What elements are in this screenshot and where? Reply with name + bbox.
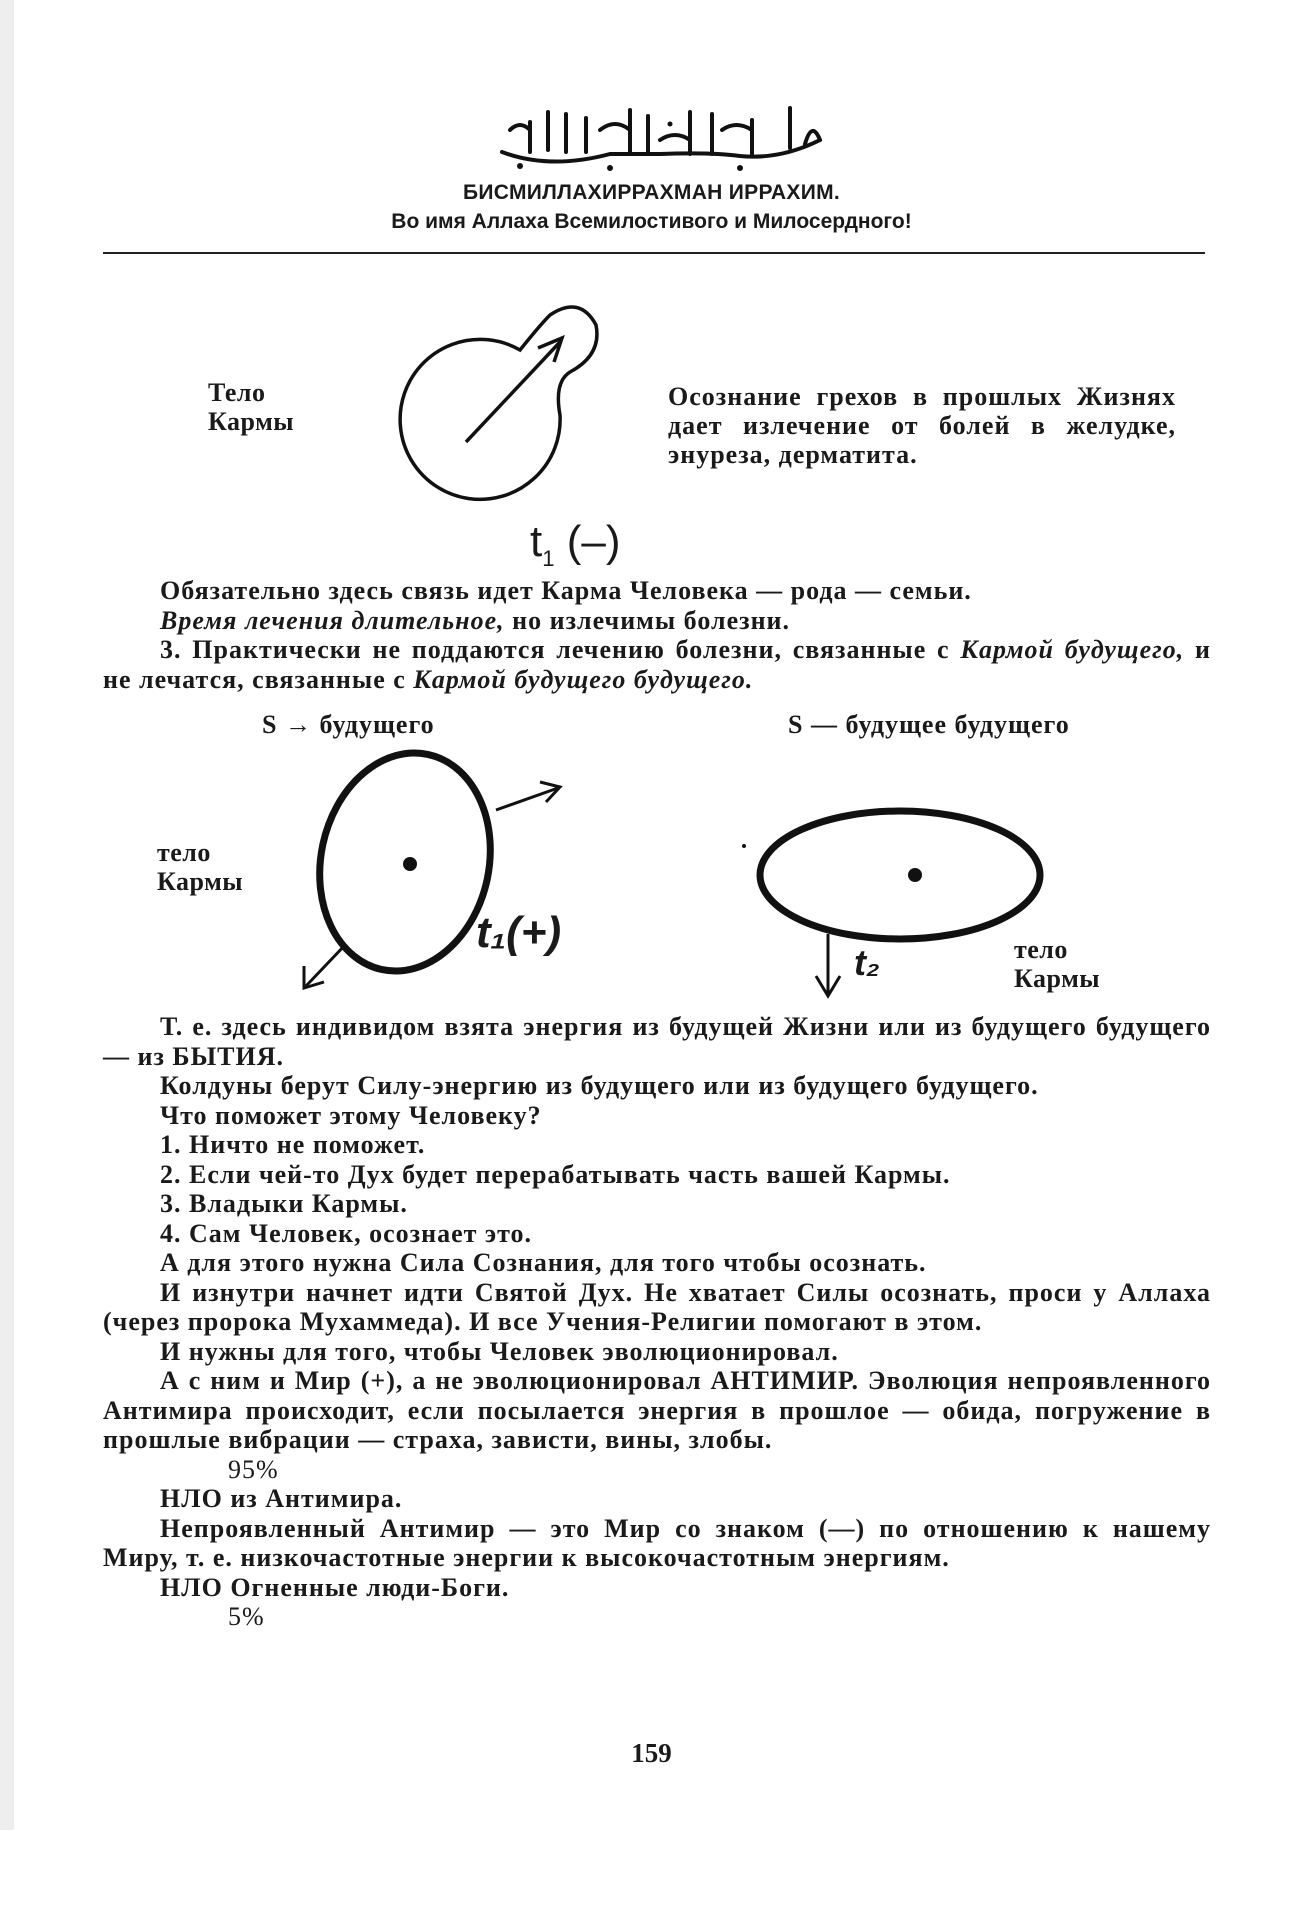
diagram2-left-label-line1: тело bbox=[157, 838, 211, 867]
paragraph-karma-links bbox=[103, 576, 1211, 694]
paragraph: А для этого нужна Сила Сознания, для того чтобы осознать. bbox=[160, 1248, 927, 1277]
paragraph: Колдуны берут Силу-энергию из будущего или из будущего будущего. bbox=[160, 1071, 1039, 1100]
paragraph: И изнутри начнет идти Святой Дух. Не хватает Силы осознать, проси у Аллаха (через пророка Мухаммеда). И все Учения-Религии помогают в этом. bbox=[103, 1277, 1211, 1336]
diagram2-left-label bbox=[157, 838, 243, 896]
karma-body-diagram-future bbox=[290, 740, 580, 1000]
page-number: 159 bbox=[631, 1738, 672, 1768]
diagram2-left-label-line2: Кармы bbox=[157, 867, 244, 896]
paragraph: НЛО из Антимира. bbox=[160, 1484, 403, 1513]
paragraph: Т. е. здесь индивидом взята энергия из будущей Жизни или из будущего будущего — из БЫТИЯ. bbox=[103, 1012, 1211, 1071]
paragraph: НЛО Огненные люди-Боги. bbox=[160, 1572, 510, 1602]
diagram1-caption bbox=[530, 518, 621, 583]
diagram2-right-heading: S — будущее будущего bbox=[788, 710, 1070, 739]
karma-body-diagram-future-future bbox=[740, 800, 1060, 1000]
text-span: и не лечатся, связанные с bbox=[103, 635, 1211, 694]
downward-arrow bbox=[306, 944, 346, 986]
text-span: но излечимы болезни. bbox=[504, 605, 791, 635]
text-span: 3. Практически не поддаются лечению болезни, связанные с bbox=[160, 635, 961, 664]
diagram1-caption-t: t bbox=[530, 517, 543, 566]
karma-body-ellipse-future-future bbox=[760, 811, 1040, 939]
paragraph: А с ним и Мир (+), а не эволюционировал АНТИМИР. Эволюция непроявленного Антимира происходит, если посылается энергия в прошлое — обида, погружение в прошлые вибрации — страха, зависти, вины, злобы. bbox=[103, 1366, 1211, 1454]
stray-dot bbox=[742, 844, 746, 848]
percentage-label: 95% bbox=[228, 1454, 279, 1484]
header-subtitle: Во имя Аллаха Всемилостивого и Милосердного! bbox=[391, 210, 912, 233]
karma-body-diagram-1 bbox=[370, 300, 610, 530]
paragraph: Непроявленный Антимир — это Мир со знаком (—) по отношению к нашему Миру, т. е. низкочастотные энергии к высокочастотным энергиям. bbox=[103, 1513, 1211, 1572]
italic-phrase: Кармой будущего, bbox=[960, 635, 1185, 664]
paragraph-line: Обязательно здесь связь идет Карма Человека — рода — семьи. bbox=[160, 576, 972, 605]
diagram2-right-label-line2: Кармы bbox=[1014, 964, 1101, 993]
page-edge-shadow bbox=[0, 0, 14, 1830]
diagram1-caption-sub: 1 bbox=[542, 545, 555, 571]
header-title: БИСМИЛЛАХИРРАХМАН ИРРАХИМ. bbox=[462, 181, 841, 204]
paragraph-line bbox=[103, 606, 1211, 636]
diagram2-right-label bbox=[1014, 935, 1100, 993]
diagram2-left-caption: t₁(+) bbox=[476, 908, 562, 957]
italic-phrase: Кармой будущего будущего. bbox=[413, 664, 754, 694]
diagram1-caption-sign: (–) bbox=[566, 517, 621, 566]
list-item: 4. Сам Человек, осознает это. bbox=[160, 1218, 533, 1248]
paragraph: И нужны для того, чтобы Человек эволюционировал. bbox=[160, 1336, 839, 1366]
karma-body-outline bbox=[400, 307, 597, 499]
paragraph-line bbox=[103, 635, 1211, 694]
diagram1-label-line1: Тело bbox=[208, 378, 266, 407]
diagram1-label-line2: Кармы bbox=[208, 407, 295, 436]
paragraph: Что поможет этому Человеку? bbox=[160, 1100, 542, 1130]
list-item: 2. Если чей-то Дух будет перерабатывать часть вашей Кармы. bbox=[160, 1159, 951, 1189]
list-item: 1. Ничто не поможет. bbox=[160, 1130, 426, 1159]
header-divider bbox=[103, 252, 1205, 254]
diagram1-label bbox=[208, 378, 294, 436]
diagram2-right-label-line1: тело bbox=[1014, 935, 1068, 964]
karma-center-dot bbox=[908, 868, 922, 882]
list-item: 3. Владыки Кармы. bbox=[160, 1189, 408, 1218]
italic-phrase: Время лечения длительное, bbox=[160, 605, 505, 635]
diagram1-arrow bbox=[466, 342, 560, 442]
karma-center-dot bbox=[403, 857, 417, 871]
diagram2-left-heading: S → будущего bbox=[262, 710, 435, 739]
diagram2-right-caption: t₂ bbox=[854, 942, 880, 983]
bismillah-calligraphy bbox=[490, 100, 830, 180]
percentage-label: 5% bbox=[228, 1602, 265, 1631]
diagram1-description: Осознание грехов в прошлых Жизнях дает излечение от болей в желудке, энуреза, дерматита. bbox=[668, 382, 1176, 469]
main-body-text bbox=[103, 1012, 1211, 1632]
